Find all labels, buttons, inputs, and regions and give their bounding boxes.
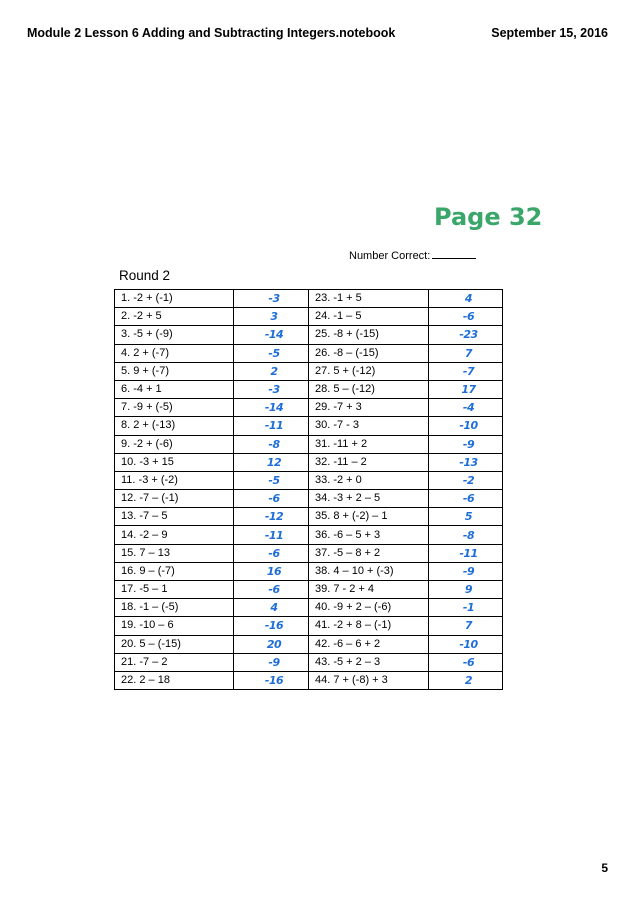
answer-cell: 20 (234, 635, 309, 653)
problem-cell: 3. -5 + (-9) (115, 326, 234, 344)
answer-cell: -5 (234, 344, 309, 362)
problem-cell: 8. 2 + (-13) (115, 417, 234, 435)
problem-cell: 36. -6 – 5 + 3 (309, 526, 429, 544)
problem-cell: 12. -7 – (-1) (115, 490, 234, 508)
problem-cell: 10. -3 + 15 (115, 453, 234, 471)
answer-cell: -11 (234, 526, 309, 544)
number-correct-blank (432, 249, 476, 259)
table-row (115, 671, 503, 689)
problem-cell: 1. -2 + (-1) (115, 290, 234, 308)
answer-cell: -3 (234, 380, 309, 398)
round-label: Round 2 (119, 268, 171, 283)
answer-cell: -6 (234, 490, 309, 508)
answer-cell: 7 (429, 617, 503, 635)
table-row (115, 653, 503, 671)
problem-cell: 7. -9 + (-5) (115, 399, 234, 417)
answer-cell: -6 (234, 544, 309, 562)
answer-cell: -6 (429, 490, 503, 508)
answer-cell: -5 (234, 471, 309, 489)
problem-cell: 41. -2 + 8 – (-1) (309, 617, 429, 635)
page-number: 5 (601, 861, 608, 875)
problem-cell: 23. -1 + 5 (309, 290, 429, 308)
answer-cell: -6 (234, 581, 309, 599)
table-row (115, 290, 503, 308)
problem-cell: 4. 2 + (-7) (115, 344, 234, 362)
worksheet-table (114, 289, 503, 690)
table-row (115, 435, 503, 453)
problem-cell: 38. 4 – 10 + (-3) (309, 562, 429, 580)
answer-cell: -23 (429, 326, 503, 344)
problem-cell: 11. -3 + (-2) (115, 471, 234, 489)
notebook-title: Module 2 Lesson 6 Adding and Subtracting Integers.notebook (27, 26, 396, 40)
table-row (115, 326, 503, 344)
table-row (115, 417, 503, 435)
answer-cell: 2 (429, 671, 503, 689)
table-row (115, 344, 503, 362)
table-row (115, 308, 503, 326)
table-row (115, 544, 503, 562)
answer-cell: 7 (429, 344, 503, 362)
answer-cell: -16 (234, 617, 309, 635)
problem-cell: 14. -2 – 9 (115, 526, 234, 544)
answer-cell: -1 (429, 599, 503, 617)
problem-cell: 16. 9 – (-7) (115, 562, 234, 580)
problem-cell: 33. -2 + 0 (309, 471, 429, 489)
page-reference: Page 32 (434, 203, 543, 231)
answer-cell: 9 (429, 581, 503, 599)
number-correct (349, 249, 476, 262)
table-row (115, 581, 503, 599)
problem-cell: 42. -6 – 6 + 2 (309, 635, 429, 653)
table-row (115, 362, 503, 380)
answer-cell: -10 (429, 417, 503, 435)
problem-cell: 9. -2 + (-6) (115, 435, 234, 453)
answer-cell: -14 (234, 326, 309, 344)
answer-cell: -3 (234, 290, 309, 308)
answer-cell: -8 (234, 435, 309, 453)
problem-cell: 31. -11 + 2 (309, 435, 429, 453)
answer-cell: -2 (429, 471, 503, 489)
problem-cell: 13. -7 – 5 (115, 508, 234, 526)
answer-cell: -16 (234, 671, 309, 689)
answer-cell: -10 (429, 635, 503, 653)
answer-cell: -7 (429, 362, 503, 380)
answer-cell: -14 (234, 399, 309, 417)
answer-cell: -4 (429, 399, 503, 417)
table-row (115, 617, 503, 635)
table-row (115, 526, 503, 544)
table-row (115, 562, 503, 580)
problem-cell: 34. -3 + 2 – 5 (309, 490, 429, 508)
problem-cell: 35. 8 + (-2) – 1 (309, 508, 429, 526)
problem-cell: 22. 2 – 18 (115, 671, 234, 689)
problem-cell: 26. -8 – (-15) (309, 344, 429, 362)
answer-cell: -9 (429, 562, 503, 580)
problem-cell: 25. -8 + (-15) (309, 326, 429, 344)
table-row (115, 490, 503, 508)
answer-cell: 2 (234, 362, 309, 380)
problem-cell: 32. -11 – 2 (309, 453, 429, 471)
answer-cell: 16 (234, 562, 309, 580)
problem-cell: 24. -1 – 5 (309, 308, 429, 326)
answer-cell: -9 (429, 435, 503, 453)
problem-cell: 17. -5 – 1 (115, 581, 234, 599)
answer-cell: 3 (234, 308, 309, 326)
answer-cell: -12 (234, 508, 309, 526)
table-row (115, 508, 503, 526)
problem-cell: 30. -7 - 3 (309, 417, 429, 435)
answer-cell: -8 (429, 526, 503, 544)
table-row (115, 471, 503, 489)
number-correct-label: Number Correct: (349, 250, 431, 262)
answer-cell: 5 (429, 508, 503, 526)
problem-cell: 21. -7 – 2 (115, 653, 234, 671)
answer-cell: -9 (234, 653, 309, 671)
answer-cell: -6 (429, 653, 503, 671)
answer-cell: 17 (429, 380, 503, 398)
table-row (115, 399, 503, 417)
problem-cell: 27. 5 + (-12) (309, 362, 429, 380)
problem-cell: 20. 5 – (-15) (115, 635, 234, 653)
answer-cell: -6 (429, 308, 503, 326)
problem-cell: 28. 5 – (-12) (309, 380, 429, 398)
answer-cell: -11 (234, 417, 309, 435)
notebook-date: September 15, 2016 (491, 26, 608, 40)
table-row (115, 380, 503, 398)
problem-cell: 37. -5 – 8 + 2 (309, 544, 429, 562)
problem-cell: 44. 7 + (-8) + 3 (309, 671, 429, 689)
problem-cell: 29. -7 + 3 (309, 399, 429, 417)
table-row (115, 635, 503, 653)
problem-cell: 18. -1 – (-5) (115, 599, 234, 617)
answer-cell: 4 (429, 290, 503, 308)
problem-cell: 40. -9 + 2 – (-6) (309, 599, 429, 617)
answer-cell: -13 (429, 453, 503, 471)
answer-cell: 12 (234, 453, 309, 471)
table-row (115, 599, 503, 617)
problem-cell: 2. -2 + 5 (115, 308, 234, 326)
answer-cell: -11 (429, 544, 503, 562)
problem-cell: 19. -10 – 6 (115, 617, 234, 635)
problem-cell: 6. -4 + 1 (115, 380, 234, 398)
problem-cell: 15. 7 – 13 (115, 544, 234, 562)
problem-cell: 43. -5 + 2 – 3 (309, 653, 429, 671)
problem-cell: 5. 9 + (-7) (115, 362, 234, 380)
problem-cell: 39. 7 - 2 + 4 (309, 581, 429, 599)
table-row (115, 453, 503, 471)
worksheet-body (115, 290, 503, 690)
answer-cell: 4 (234, 599, 309, 617)
